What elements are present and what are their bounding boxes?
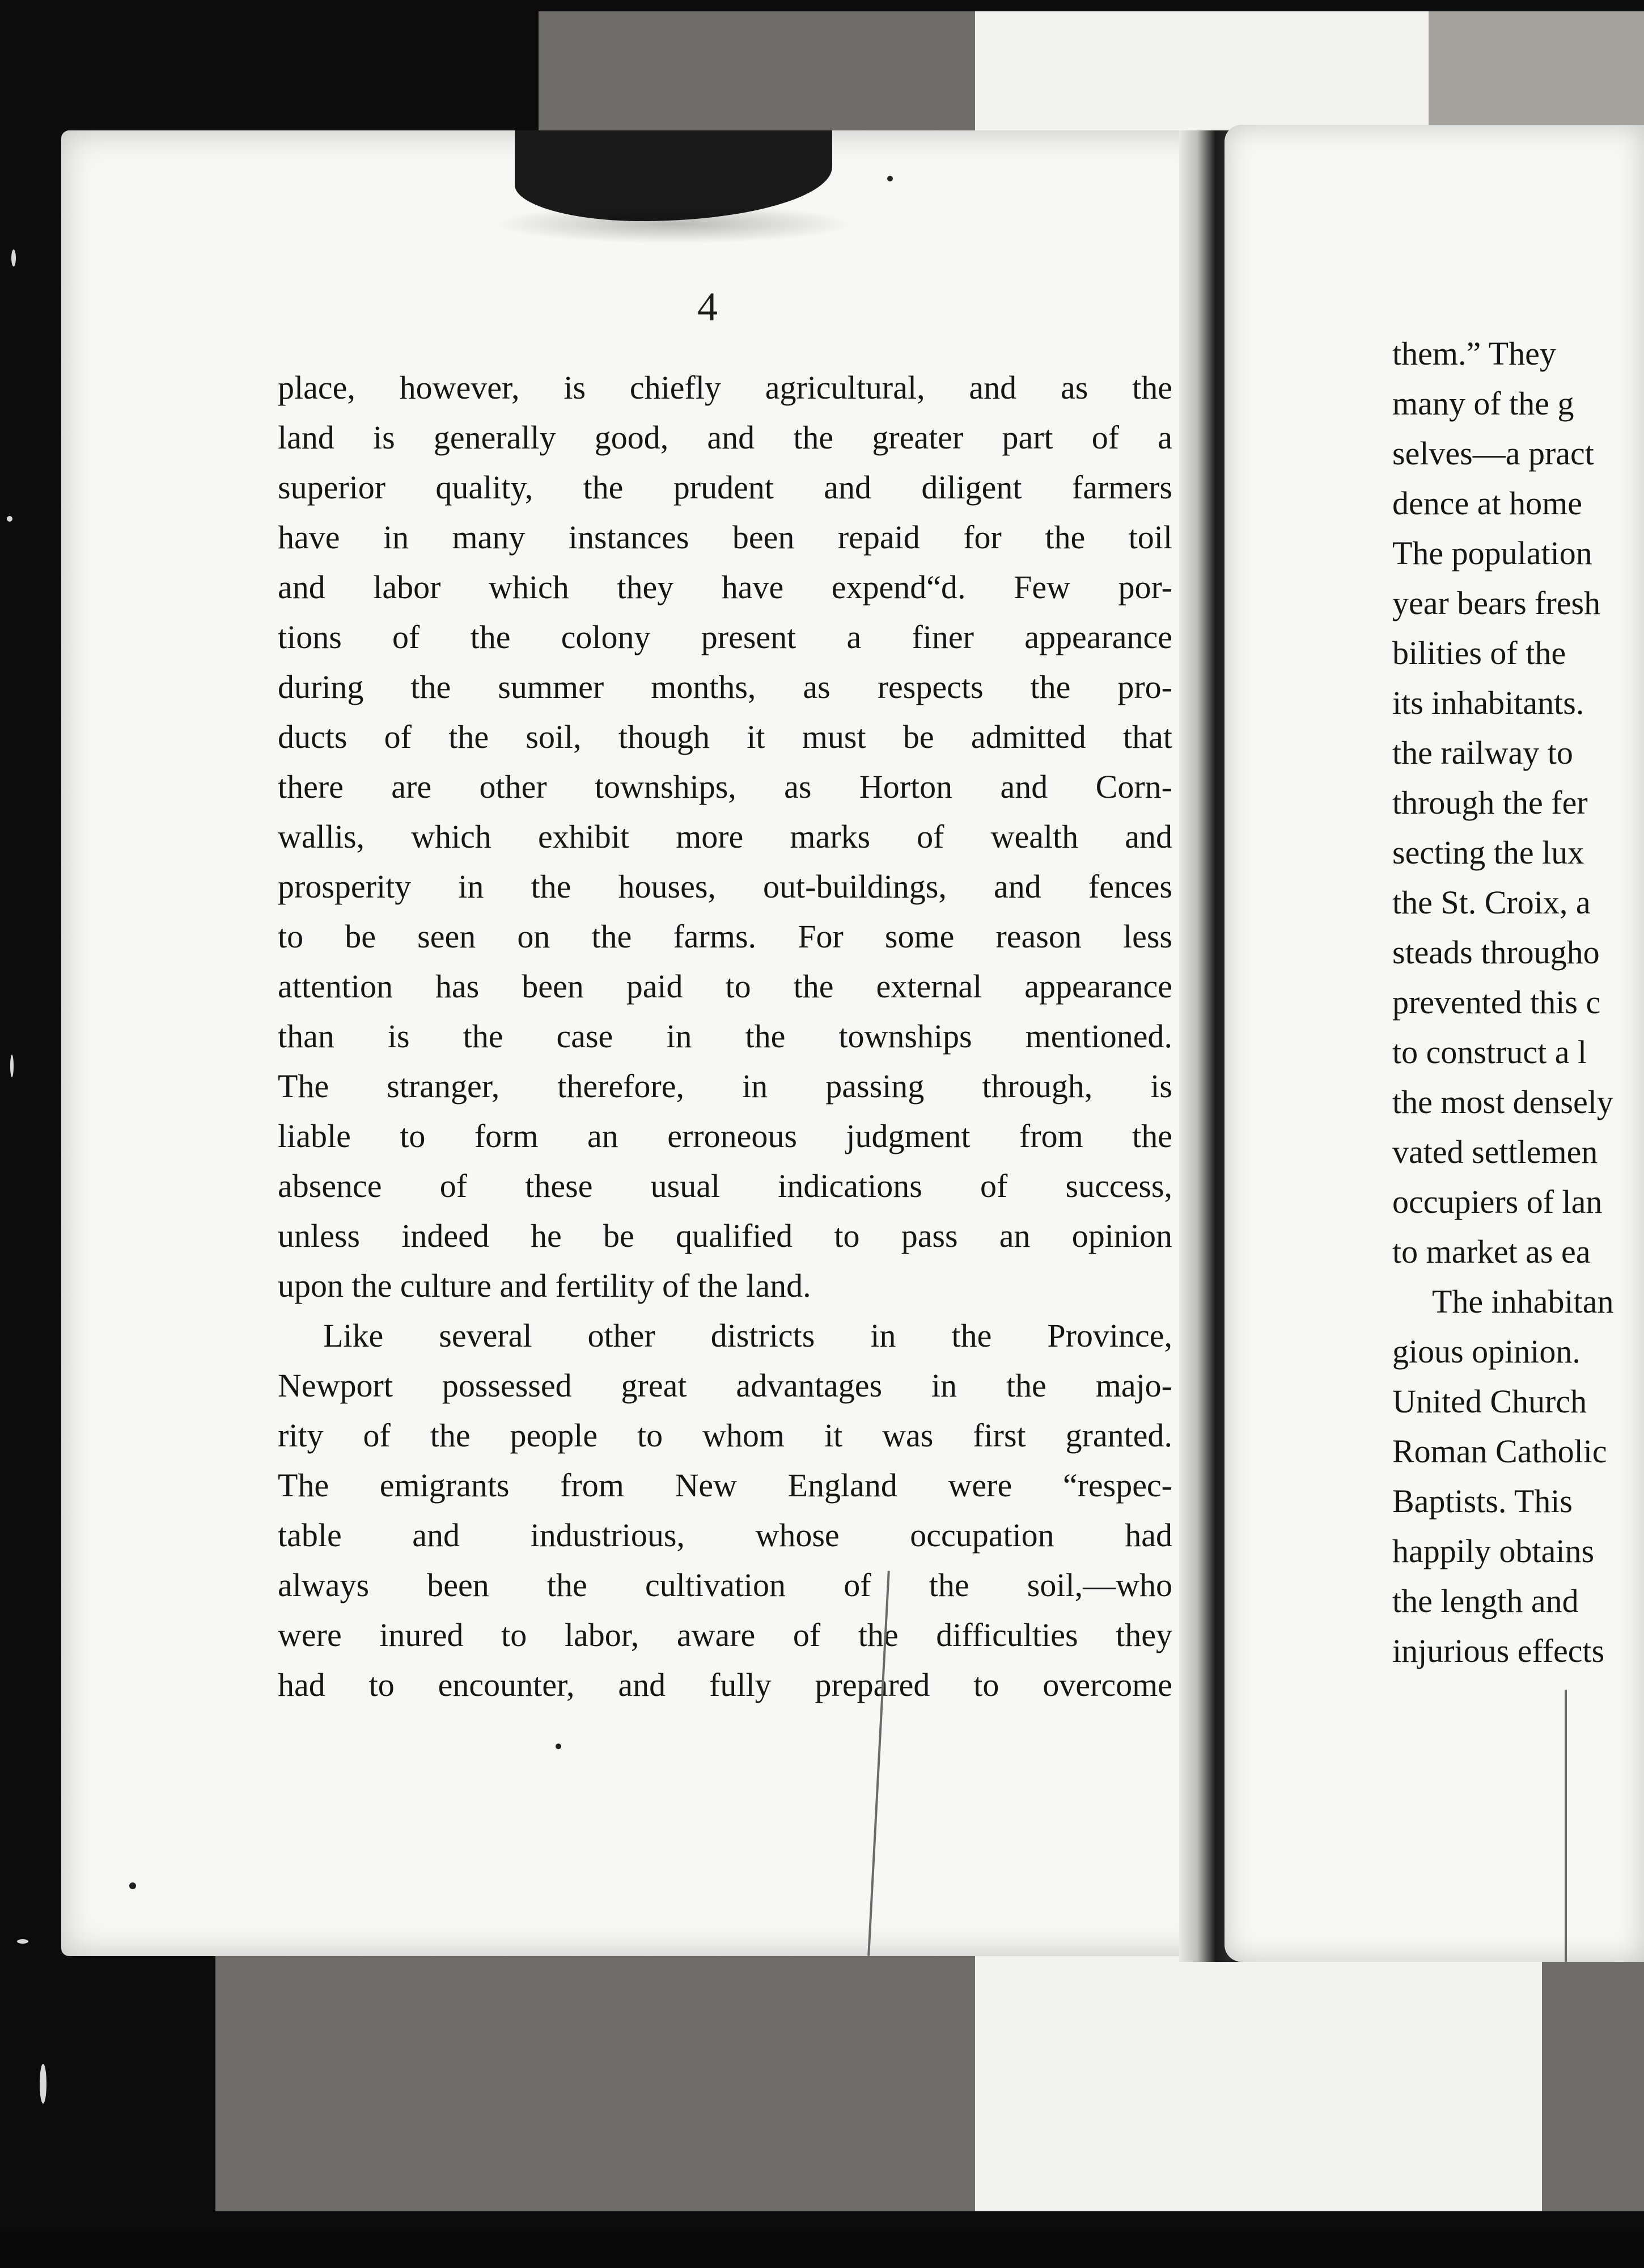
text-line: gious opinion. <box>1392 1333 1581 1370</box>
ink-dot <box>887 176 893 181</box>
text-line: unless indeed he be qualified to pass an opinion <box>278 1217 1172 1254</box>
text-line: the St. Croix, a <box>1392 884 1591 921</box>
text-line: the most densely <box>1392 1084 1613 1120</box>
ink-dot <box>556 1744 561 1749</box>
text-line: upon the culture and fertility of the land. <box>278 1267 811 1304</box>
text-line: The stranger, therefore, in passing through, is <box>278 1068 1172 1105</box>
text-line: rity of the people to whom it was first granted. <box>278 1417 1172 1454</box>
dust-speck <box>10 1055 14 1077</box>
text-line: Newport possessed great advantages in the majo- <box>278 1367 1172 1404</box>
dust-speck <box>7 516 12 522</box>
text-line: absence of these usual indications of success, <box>278 1167 1172 1204</box>
text-line: them.” They <box>1392 335 1556 372</box>
text-line: vated settlemen <box>1392 1133 1598 1170</box>
text-line: had to encounter, and fully prepared to overcome <box>278 1666 1172 1703</box>
text-line: to construct a l <box>1392 1034 1587 1070</box>
text-line: through the fer <box>1392 784 1588 821</box>
text-line: wallis, which exhibit more marks of wealth and <box>278 818 1172 855</box>
text-line: always been the cultivation of the soil,—who <box>278 1567 1172 1603</box>
torn-edge-shadow <box>492 204 855 244</box>
text-line: have in many instances been repaid for the toil <box>278 519 1172 556</box>
text-line: many of the g <box>1392 385 1574 422</box>
text-line: The population <box>1392 535 1592 572</box>
text-line: happily obtains <box>1392 1533 1595 1569</box>
text-line: table and industrious, whose occupation had <box>278 1517 1172 1554</box>
paragraph-start-line: Like several other districts in the Province, <box>323 1317 1172 1354</box>
text-line: prevented this c <box>1392 984 1601 1021</box>
paper-crack <box>1565 1690 1567 1962</box>
text-line: superior quality, the prudent and diligent farmers <box>278 469 1172 506</box>
right-page <box>1224 125 1644 1962</box>
text-line: place, however, is chiefly agricultural, and as the <box>278 369 1172 406</box>
body-text <box>278 363 1172 1710</box>
text-line: Baptists. This <box>1392 1483 1573 1520</box>
scanner-background-top-center <box>975 11 1429 136</box>
text-line: steads througho <box>1392 934 1600 971</box>
ink-dot <box>129 1882 136 1889</box>
text-line: land is generally good, and the greater part of a <box>278 419 1172 456</box>
text-line: secting the lux <box>1392 834 1584 871</box>
text-line: selves—a pract <box>1392 435 1594 472</box>
scanner-background-top-right <box>1429 11 1644 136</box>
text-line: during the summer months, as respects the pro- <box>278 668 1172 705</box>
text-line: to market as ea <box>1392 1233 1591 1270</box>
text-line: attention has been paid to the external appearance <box>278 968 1172 1005</box>
text-line: year bears fresh <box>1392 585 1601 621</box>
text-line: than is the case in the townships mentioned. <box>278 1018 1172 1055</box>
right-body-text <box>1392 329 1644 1676</box>
dust-speck <box>11 249 16 266</box>
dust-speck <box>17 1939 28 1944</box>
dust-speck <box>40 2064 46 2104</box>
text-line: occupiers of lan <box>1392 1183 1603 1220</box>
text-line: Roman Catholic <box>1392 1433 1607 1470</box>
text-line: dence at home <box>1392 485 1582 522</box>
text-line: were inured to labor, aware of the difficulties they <box>278 1617 1172 1653</box>
text-line: and labor which they have expend“d. Few por- <box>278 569 1172 606</box>
text-line: to be seen on the farms. For some reason less <box>278 918 1172 955</box>
text-line: prosperity in the houses, out-buildings, and fences <box>278 868 1172 905</box>
text-line: liable to form an erroneous judgment from the <box>278 1118 1172 1154</box>
page-number: 4 <box>697 284 718 329</box>
text-line: The emigrants from New England were “respec- <box>278 1467 1172 1504</box>
text-line: bilities of the <box>1392 634 1566 671</box>
paragraph-start-line: The inhabitan <box>1432 1283 1614 1320</box>
text-line: there are other townships, as Horton and Corn- <box>278 768 1172 805</box>
scanner-background-top-left <box>539 11 975 136</box>
text-line: its inhabitants. <box>1392 684 1584 721</box>
text-line: the railway to <box>1392 734 1573 771</box>
bottom-edge-band <box>0 2228 1644 2268</box>
left-page <box>61 130 1218 1956</box>
text-line: the length and <box>1392 1582 1579 1619</box>
text-line: ducts of the soil, though it must be admitted that <box>278 718 1172 755</box>
text-line: tions of the colony present a finer appearance <box>278 619 1172 655</box>
text-line: United Church <box>1392 1383 1587 1420</box>
text-line: injurious effects <box>1392 1632 1605 1669</box>
